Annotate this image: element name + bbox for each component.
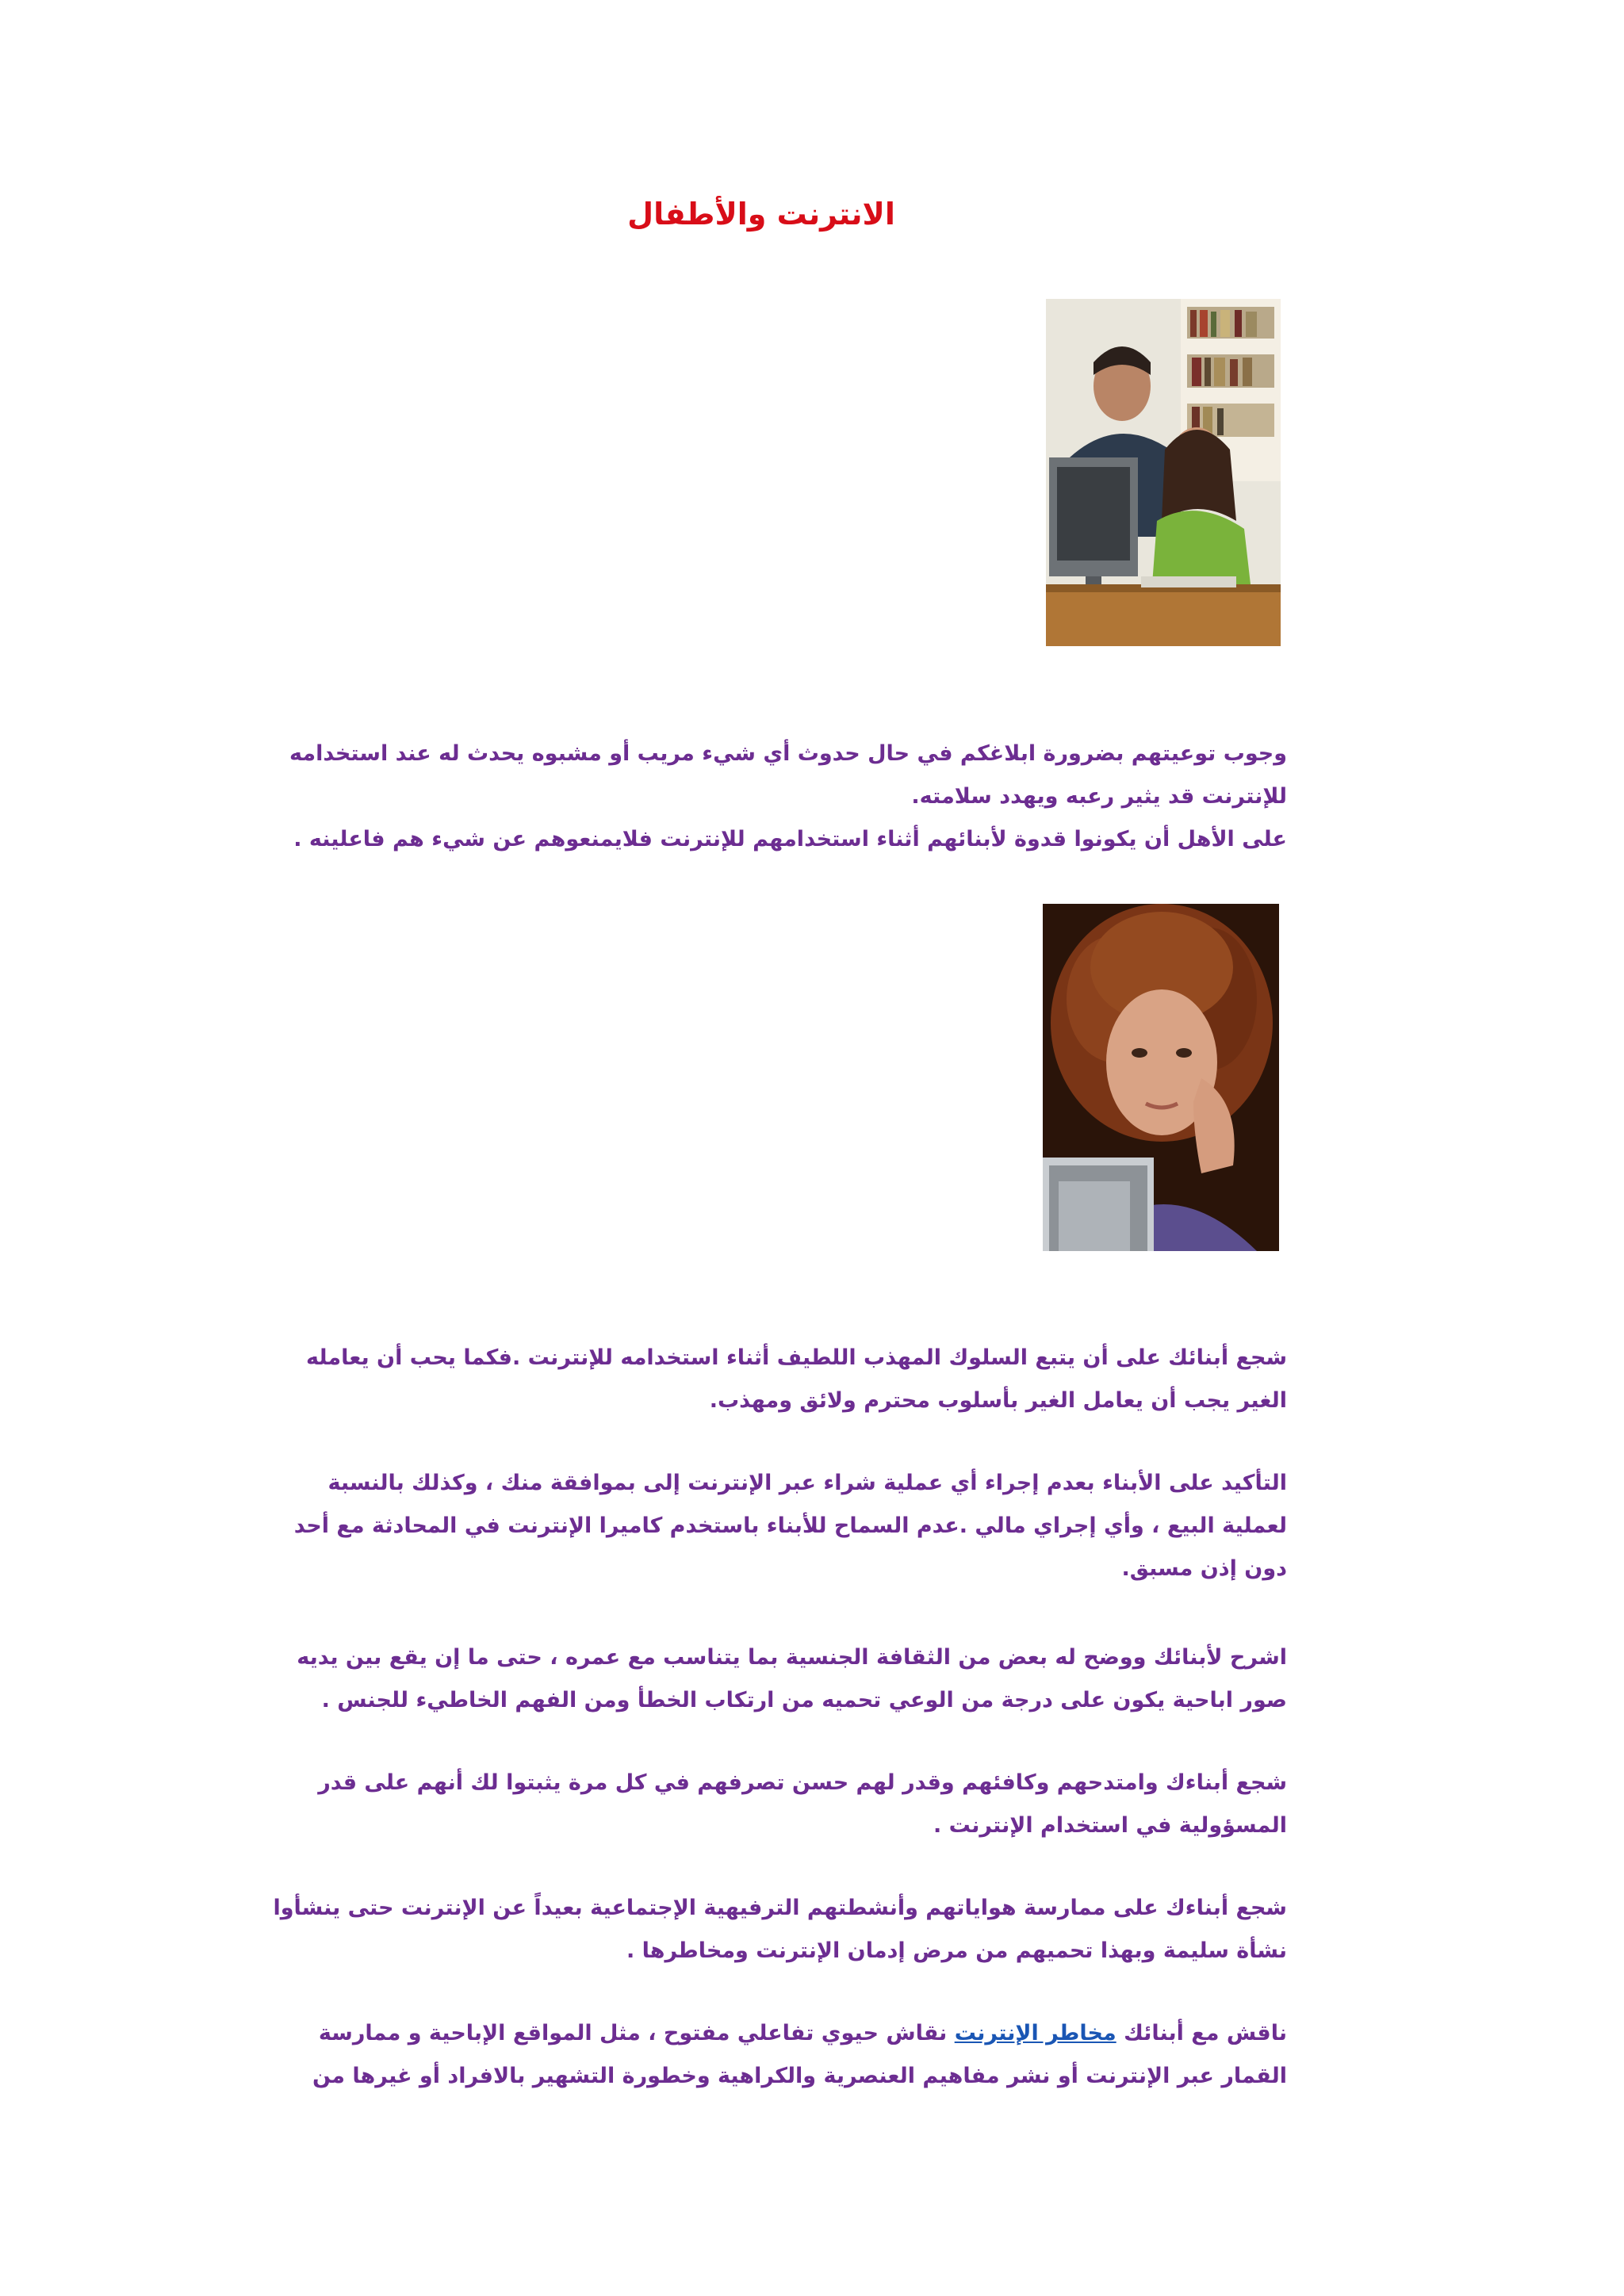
paragraph-6 bbox=[240, 1887, 1287, 1973]
internet-dangers-link[interactable]: مخاطر الإنترنت bbox=[954, 2021, 1116, 2045]
paragraph-2-line-2: الغير يجب أن يعامل الغير بأسلوب محترم ولائق ومهذب. bbox=[709, 1388, 1287, 1413]
paragraph-7 bbox=[240, 2012, 1287, 2098]
paragraph-5 bbox=[240, 1762, 1287, 1847]
paragraph-6-line-1: شجع أبناءك على ممارسة هواياتهم وأنشطتهم الترفيهية الإجتماعية بعيداً عن الإنترنت حتى ينشأوا bbox=[273, 1896, 1287, 1920]
paragraph-1-line-3: على الأهل أن يكونوا قدوة لأبنائهم أثناء استخدامهم للإنترنت فلايمنعوهم عن شيء هم فاعلينه . bbox=[293, 827, 1287, 851]
page-title: الانترنت والأطفال bbox=[627, 197, 895, 232]
paragraph-5-line-1: شجع أبناءك وامتدحهم وكافئهم وقدر لهم حسن تصرفهم في كل مرة يثبتوا لك أنهم على قدر bbox=[318, 1770, 1287, 1795]
paragraph-1-line-2: للإنترنت قد يثير رعبه ويهدد سلامته. bbox=[911, 784, 1287, 809]
paragraph-5-line-2: المسؤولية في استخدام الإنترنت . bbox=[933, 1813, 1287, 1838]
photo-girl-at-screen bbox=[1043, 904, 1279, 1251]
paragraph-6-line-2: نشأة سليمة وبهذا تحميهم من مرض إدمان الإنترنت ومخاطرها . bbox=[626, 1938, 1287, 1963]
paragraph-7-line-1 bbox=[319, 2021, 1287, 2045]
paragraph-2 bbox=[240, 1337, 1287, 1422]
paragraph-4-line-2: صور اباحية يكون على درجة من الوعي تحميه من ارتكاب الخطأ ومن الفهم الخاطيء للجنس . bbox=[321, 1688, 1287, 1712]
paragraph-7-text-before-link: ناقش مع أبنائك bbox=[1116, 2021, 1287, 2045]
paragraph-3-line-1: التأكيد على الأبناء بعدم إجراء أي عملية شراء عبر الإنترنت إلى بموافقة منك ، وكذلك بالنسبة bbox=[327, 1471, 1287, 1495]
paragraph-2-line-1: شجع أبنائك على أن يتبع السلوك المهذب اللطيف أثناء استخدامه للإنترنت .فكما يحب أن يعامله bbox=[306, 1345, 1287, 1370]
paragraph-7-text-after-link: نقاش حيوي تفاعلي مفتوح ، مثل المواقع الإباحية و ممارسة bbox=[318, 2021, 955, 2045]
paragraph-4-line-1: اشرح لأبنائك ووضح له بعض من الثقافة الجنسية بما يتناسب مع عمره ، حتى ما إن يقع بين يديه bbox=[297, 1645, 1287, 1670]
photo-father-daughter-computer bbox=[1046, 299, 1281, 646]
paragraph-1-line-1: وجوب توعيتهم بضرورة ابلاغكم في حال حدوث أي شيء مريب أو مشبوه يحدث له عند استخدامه bbox=[289, 741, 1287, 766]
paragraph-7-line-2: القمار عبر الإنترنت أو نشر مفاهيم العنصرية والكراهية وخطورة التشهير بالافراد أو غيرها من bbox=[312, 2064, 1287, 2088]
paragraph-1 bbox=[240, 733, 1287, 861]
paragraph-3 bbox=[240, 1462, 1287, 1590]
paragraph-4 bbox=[240, 1636, 1287, 1722]
paragraph-3-line-3: دون إذن مسبق. bbox=[1121, 1556, 1287, 1581]
paragraph-3-line-2: لعملية البيع ، وأي إجراي مالي .عدم السماح للأبناء باستخدم كاميرا الإنترنت في المحادثة مع أحد bbox=[293, 1513, 1287, 1538]
